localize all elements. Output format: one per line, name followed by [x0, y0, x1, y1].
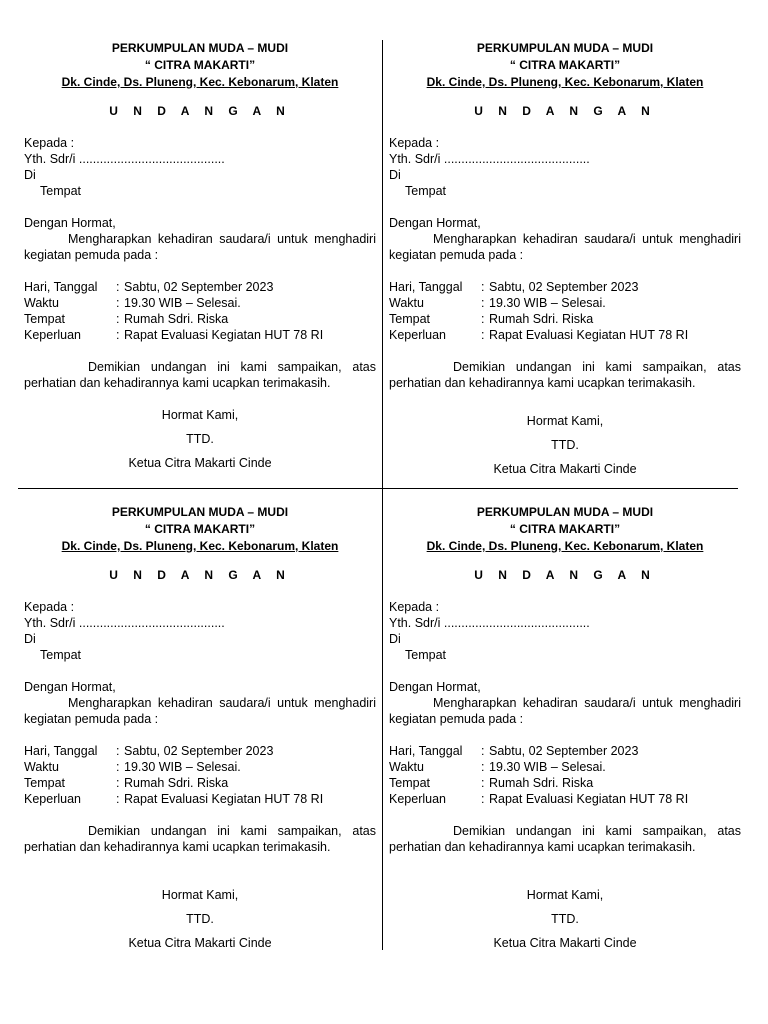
detail-label: Hari, Tanggal	[24, 744, 98, 758]
org-subname: “ CITRA MAKARTI”	[144, 522, 256, 536]
recipient-line: Yth. Sdr/i ..........................................	[389, 152, 590, 166]
detail-label: Tempat	[389, 312, 430, 326]
invitation-card-top-right	[389, 40, 741, 477]
org-name: PERKUMPULAN MUDA – MUDI	[476, 41, 654, 55]
org-address: Dk. Cinde, Ds. Pluneng, Kec. Kebonarum, Klaten	[426, 539, 704, 553]
recipient-line: Yth. Sdr/i ..........................................	[24, 152, 225, 166]
greeting: Dengan Hormat,	[389, 680, 481, 694]
detail-value: Rapat Evaluasi Kegiatan HUT 78 RI	[124, 328, 324, 342]
signer: Ketua Citra Makarti Cinde	[493, 936, 637, 950]
detail-value: Sabtu, 02 September 2023	[124, 744, 274, 758]
closing-paragraph: Demikian undangan ini kami sampaikan, atas perhatian dan kehadirannya kami ucapkan terimakasih.	[24, 824, 376, 854]
to-label: Kepada :	[389, 600, 440, 614]
org-address: Dk. Cinde, Ds. Pluneng, Kec. Kebonarum, Klaten	[61, 539, 339, 553]
detail-value: Sabtu, 02 September 2023	[489, 744, 639, 758]
detail-label: Keperluan	[24, 328, 81, 342]
detail-row: Tempat : Rumah Sdri. Riska	[24, 776, 229, 790]
detail-label: Waktu	[24, 296, 59, 310]
detail-row: Hari, Tanggal : Sabtu, 02 September 2023	[24, 280, 274, 294]
closing-paragraph: Demikian undangan ini kami sampaikan, atas perhatian dan kehadirannya kami ucapkan terimakasih.	[389, 824, 741, 854]
invitation-title: U N D A N G A N	[474, 568, 656, 582]
detail-value: Rumah Sdri. Riska	[124, 776, 229, 790]
regards: Hormat Kami,	[161, 888, 239, 902]
greeting: Dengan Hormat,	[389, 216, 481, 230]
invitation-card-bottom-right	[389, 504, 741, 951]
to-label: Kepada :	[24, 136, 75, 150]
org-header	[24, 504, 376, 555]
regards: Hormat Kami,	[161, 408, 239, 422]
org-subname: “ CITRA MAKARTI”	[509, 522, 621, 536]
org-header	[24, 40, 376, 91]
detail-row: Tempat : Rumah Sdri. Riska	[24, 312, 229, 326]
detail-value: Sabtu, 02 September 2023	[489, 280, 639, 294]
tempat-label: Tempat	[40, 184, 81, 198]
ttd: TTD.	[186, 432, 214, 446]
regards: Hormat Kami,	[526, 888, 604, 902]
detail-value: Rapat Evaluasi Kegiatan HUT 78 RI	[124, 792, 324, 806]
signer: Ketua Citra Makarti Cinde	[493, 462, 637, 476]
detail-label: Tempat	[24, 776, 65, 790]
to-label: Kepada :	[24, 600, 75, 614]
detail-value: 19.30 WIB – Selesai.	[489, 296, 606, 310]
di-label: Di	[24, 632, 36, 646]
org-header	[389, 504, 741, 555]
regards: Hormat Kami,	[526, 414, 604, 428]
detail-value: Sabtu, 02 September 2023	[124, 280, 274, 294]
detail-value: Rumah Sdri. Riska	[489, 776, 594, 790]
detail-label: Hari, Tanggal	[24, 280, 98, 294]
invitation-title: U N D A N G A N	[474, 104, 656, 118]
org-header	[389, 40, 741, 91]
detail-label: Keperluan	[24, 792, 81, 806]
detail-value: Rumah Sdri. Riska	[124, 312, 229, 326]
intro-paragraph: Mengharapkan kehadiran saudara/i untuk menghadiri kegiatan pemuda pada :	[389, 696, 741, 726]
intro-paragraph: Mengharapkan kehadiran saudara/i untuk menghadiri kegiatan pemuda pada :	[24, 232, 376, 262]
ttd: TTD.	[551, 912, 579, 926]
invitation-card-bottom-left	[24, 504, 376, 951]
detail-row: Keperluan : Rapat Evaluasi Kegiatan HUT 78 RI	[389, 328, 689, 342]
detail-value: Rumah Sdri. Riska	[489, 312, 594, 326]
org-name: PERKUMPULAN MUDA – MUDI	[111, 505, 289, 519]
tempat-label: Tempat	[405, 648, 446, 662]
org-name: PERKUMPULAN MUDA – MUDI	[476, 505, 654, 519]
di-label: Di	[389, 632, 401, 646]
closing-paragraph: Demikian undangan ini kami sampaikan, atas perhatian dan kehadirannya kami ucapkan terimakasih.	[389, 360, 741, 390]
org-address: Dk. Cinde, Ds. Pluneng, Kec. Kebonarum, Klaten	[426, 75, 704, 89]
intro-paragraph: Mengharapkan kehadiran saudara/i untuk menghadiri kegiatan pemuda pada :	[389, 232, 741, 262]
detail-row: Keperluan : Rapat Evaluasi Kegiatan HUT 78 RI	[389, 792, 689, 806]
detail-row: Hari, Tanggal : Sabtu, 02 September 2023	[389, 744, 639, 758]
detail-value: 19.30 WIB – Selesai.	[124, 296, 241, 310]
detail-label: Waktu	[389, 296, 424, 310]
horizontal-cut-line	[18, 488, 738, 489]
detail-value: Rapat Evaluasi Kegiatan HUT 78 RI	[489, 792, 689, 806]
detail-row: Keperluan : Rapat Evaluasi Kegiatan HUT 78 RI	[24, 792, 324, 806]
detail-label: Hari, Tanggal	[389, 744, 463, 758]
closing-paragraph: Demikian undangan ini kami sampaikan, atas perhatian dan kehadirannya kami ucapkan terimakasih.	[24, 360, 376, 390]
recipient-line: Yth. Sdr/i ..........................................	[389, 616, 590, 630]
di-label: Di	[24, 168, 36, 182]
org-address: Dk. Cinde, Ds. Pluneng, Kec. Kebonarum, Klaten	[61, 75, 339, 89]
detail-row: Waktu : 19.30 WIB – Selesai.	[24, 296, 241, 310]
invitation-title: U N D A N G A N	[109, 568, 291, 582]
signer: Ketua Citra Makarti Cinde	[128, 456, 272, 470]
detail-label: Waktu	[24, 760, 59, 774]
signer: Ketua Citra Makarti Cinde	[128, 936, 272, 950]
detail-row: Hari, Tanggal : Sabtu, 02 September 2023	[389, 280, 639, 294]
org-name: PERKUMPULAN MUDA – MUDI	[111, 41, 289, 55]
detail-label: Hari, Tanggal	[389, 280, 463, 294]
detail-label: Tempat	[389, 776, 430, 790]
detail-row: Tempat : Rumah Sdri. Riska	[389, 776, 594, 790]
greeting: Dengan Hormat,	[24, 216, 116, 230]
ttd: TTD.	[186, 912, 214, 926]
detail-value: 19.30 WIB – Selesai.	[489, 760, 606, 774]
to-label: Kepada :	[389, 136, 440, 150]
org-subname: “ CITRA MAKARTI”	[509, 58, 621, 72]
detail-row: Waktu : 19.30 WIB – Selesai.	[389, 760, 606, 774]
detail-label: Keperluan	[389, 792, 446, 806]
detail-label: Tempat	[24, 312, 65, 326]
tempat-label: Tempat	[405, 184, 446, 198]
detail-label: Waktu	[389, 760, 424, 774]
recipient-line: Yth. Sdr/i ..........................................	[24, 616, 225, 630]
detail-row: Hari, Tanggal : Sabtu, 02 September 2023	[24, 744, 274, 758]
detail-row: Waktu : 19.30 WIB – Selesai.	[24, 760, 241, 774]
ttd: TTD.	[551, 438, 579, 452]
org-subname: “ CITRA MAKARTI”	[144, 58, 256, 72]
detail-value: Rapat Evaluasi Kegiatan HUT 78 RI	[489, 328, 689, 342]
vertical-cut-line	[382, 40, 383, 950]
greeting: Dengan Hormat,	[24, 680, 116, 694]
detail-value: 19.30 WIB – Selesai.	[124, 760, 241, 774]
detail-row: Keperluan : Rapat Evaluasi Kegiatan HUT 78 RI	[24, 328, 324, 342]
detail-row: Tempat : Rumah Sdri. Riska	[389, 312, 594, 326]
di-label: Di	[389, 168, 401, 182]
intro-paragraph: Mengharapkan kehadiran saudara/i untuk menghadiri kegiatan pemuda pada :	[24, 696, 376, 726]
detail-label: Keperluan	[389, 328, 446, 342]
invitation-card-top-left	[24, 40, 376, 471]
invitation-title: U N D A N G A N	[109, 104, 291, 118]
tempat-label: Tempat	[40, 648, 81, 662]
detail-row: Waktu : 19.30 WIB – Selesai.	[389, 296, 606, 310]
